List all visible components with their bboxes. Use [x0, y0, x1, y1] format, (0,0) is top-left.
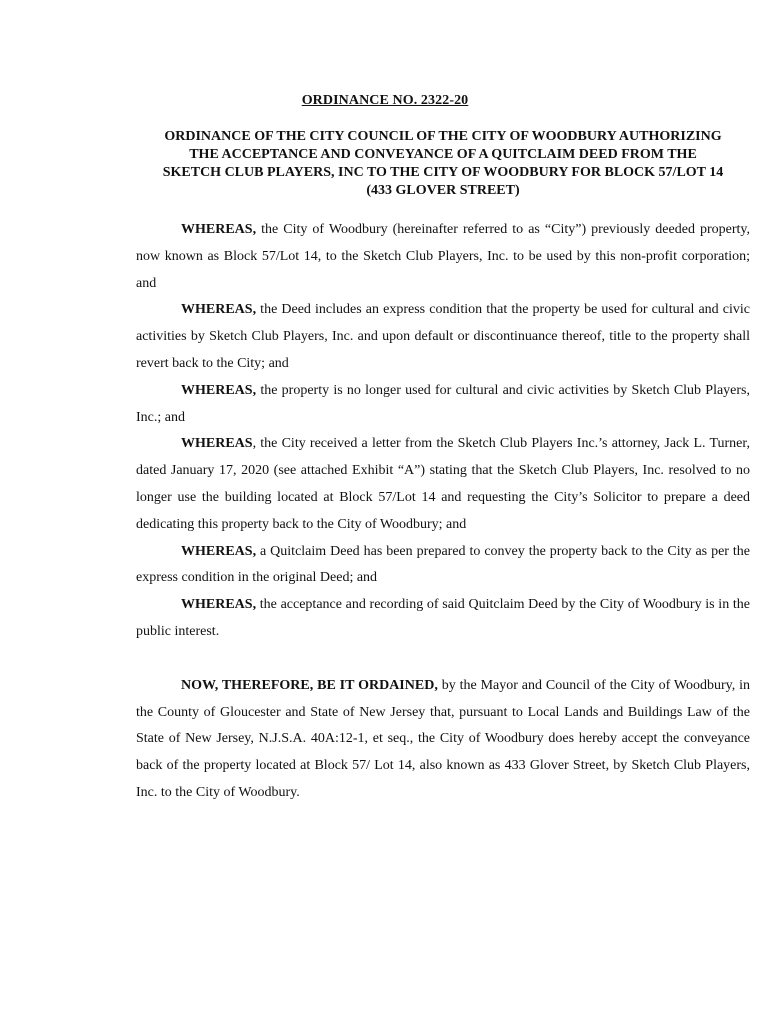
heading-line: THE ACCEPTANCE AND CONVEYANCE OF A QUITCLAIM DEED FROM THE	[189, 147, 697, 162]
whereas-clause	[136, 297, 750, 377]
ordinance-heading	[136, 128, 750, 200]
ordinance-body	[136, 217, 750, 807]
whereas-lead: WHEREAS,	[181, 597, 257, 613]
ordinance-number-title: ORDINANCE NO. 2322-20	[301, 93, 469, 108]
whereas-text: the City of Woodbury (hereinafter referred to as “City”) previously deeded property, now known as Block 57/Lot 14, to the Sketch Club Players, Inc. to be used by this non-profit corporation; and	[136, 222, 750, 291]
whereas-text: a Quitclaim Deed has been prepared to convey the property back to the City as per the express condition in the original Deed; and	[136, 543, 750, 586]
whereas-lead: WHEREAS,	[181, 222, 257, 237]
whereas-lead: WHEREAS,	[181, 543, 257, 559]
heading-line: ORDINANCE OF THE CITY COUNCIL OF THE CITY OF WOODBURY AUTHORIZING	[164, 129, 722, 144]
paragraph-spacer	[136, 646, 750, 673]
whereas-lead: WHEREAS,	[181, 382, 257, 398]
whereas-clause	[136, 431, 750, 538]
whereas-clause	[136, 217, 750, 297]
whereas-text: the Deed includes an express condition that the property be used for cultural and civic activities by Sketch Club Players, Inc. and upon default or discontinuance thereof, title to the property shall revert back to the City; and	[136, 302, 750, 371]
heading-line: SKETCH CLUB PLAYERS, INC TO THE CITY OF WOODBURY FOR BLOCK 57/LOT 14	[162, 165, 724, 180]
ordained-text: by the Mayor and Council of the City of Woodbury, in the County of Gloucester and State of New Jersey that, pursuant to Local Lands and Buildings Law of the State of New Jersey, N.J.S.A. 40A:12-1, et seq., the City of Woodbury does hereby accept the conveyance back of the property located at Block 57/ Lot 14, also known as 433 Glover Street, by Sketch Club Players, Inc. to the City of Woodbury.	[136, 677, 750, 800]
ordained-lead: NOW, THEREFORE, BE IT ORDAINED,	[181, 677, 438, 693]
whereas-lead: WHEREAS	[181, 436, 253, 452]
whereas-clause	[136, 539, 750, 593]
whereas-lead: WHEREAS,	[181, 302, 257, 318]
whereas-clause	[136, 378, 750, 432]
whereas-text: the property is no longer used for cultural and civic activities by Sketch Club Players, Inc.; and	[136, 382, 750, 425]
whereas-clause	[136, 592, 750, 646]
heading-line: (433 GLOVER STREET)	[366, 183, 520, 198]
whereas-text: the acceptance and recording of said Quitclaim Deed by the City of Woodbury is in the public interest.	[136, 597, 750, 639]
ordained-clause	[136, 673, 750, 807]
whereas-text: , the City received a letter from the Sketch Club Players Inc.’s attorney, Jack L. Turner, dated January 17, 2020 (see attached Exhibit “A”) stating that the Sketch Club Players, Inc. resolved to no longer use the building located at Block 57/Lot 14 and requesting the City’s Solicitor to prepare a deed dedicating this property back to the City of Woodbury; and	[136, 436, 750, 532]
